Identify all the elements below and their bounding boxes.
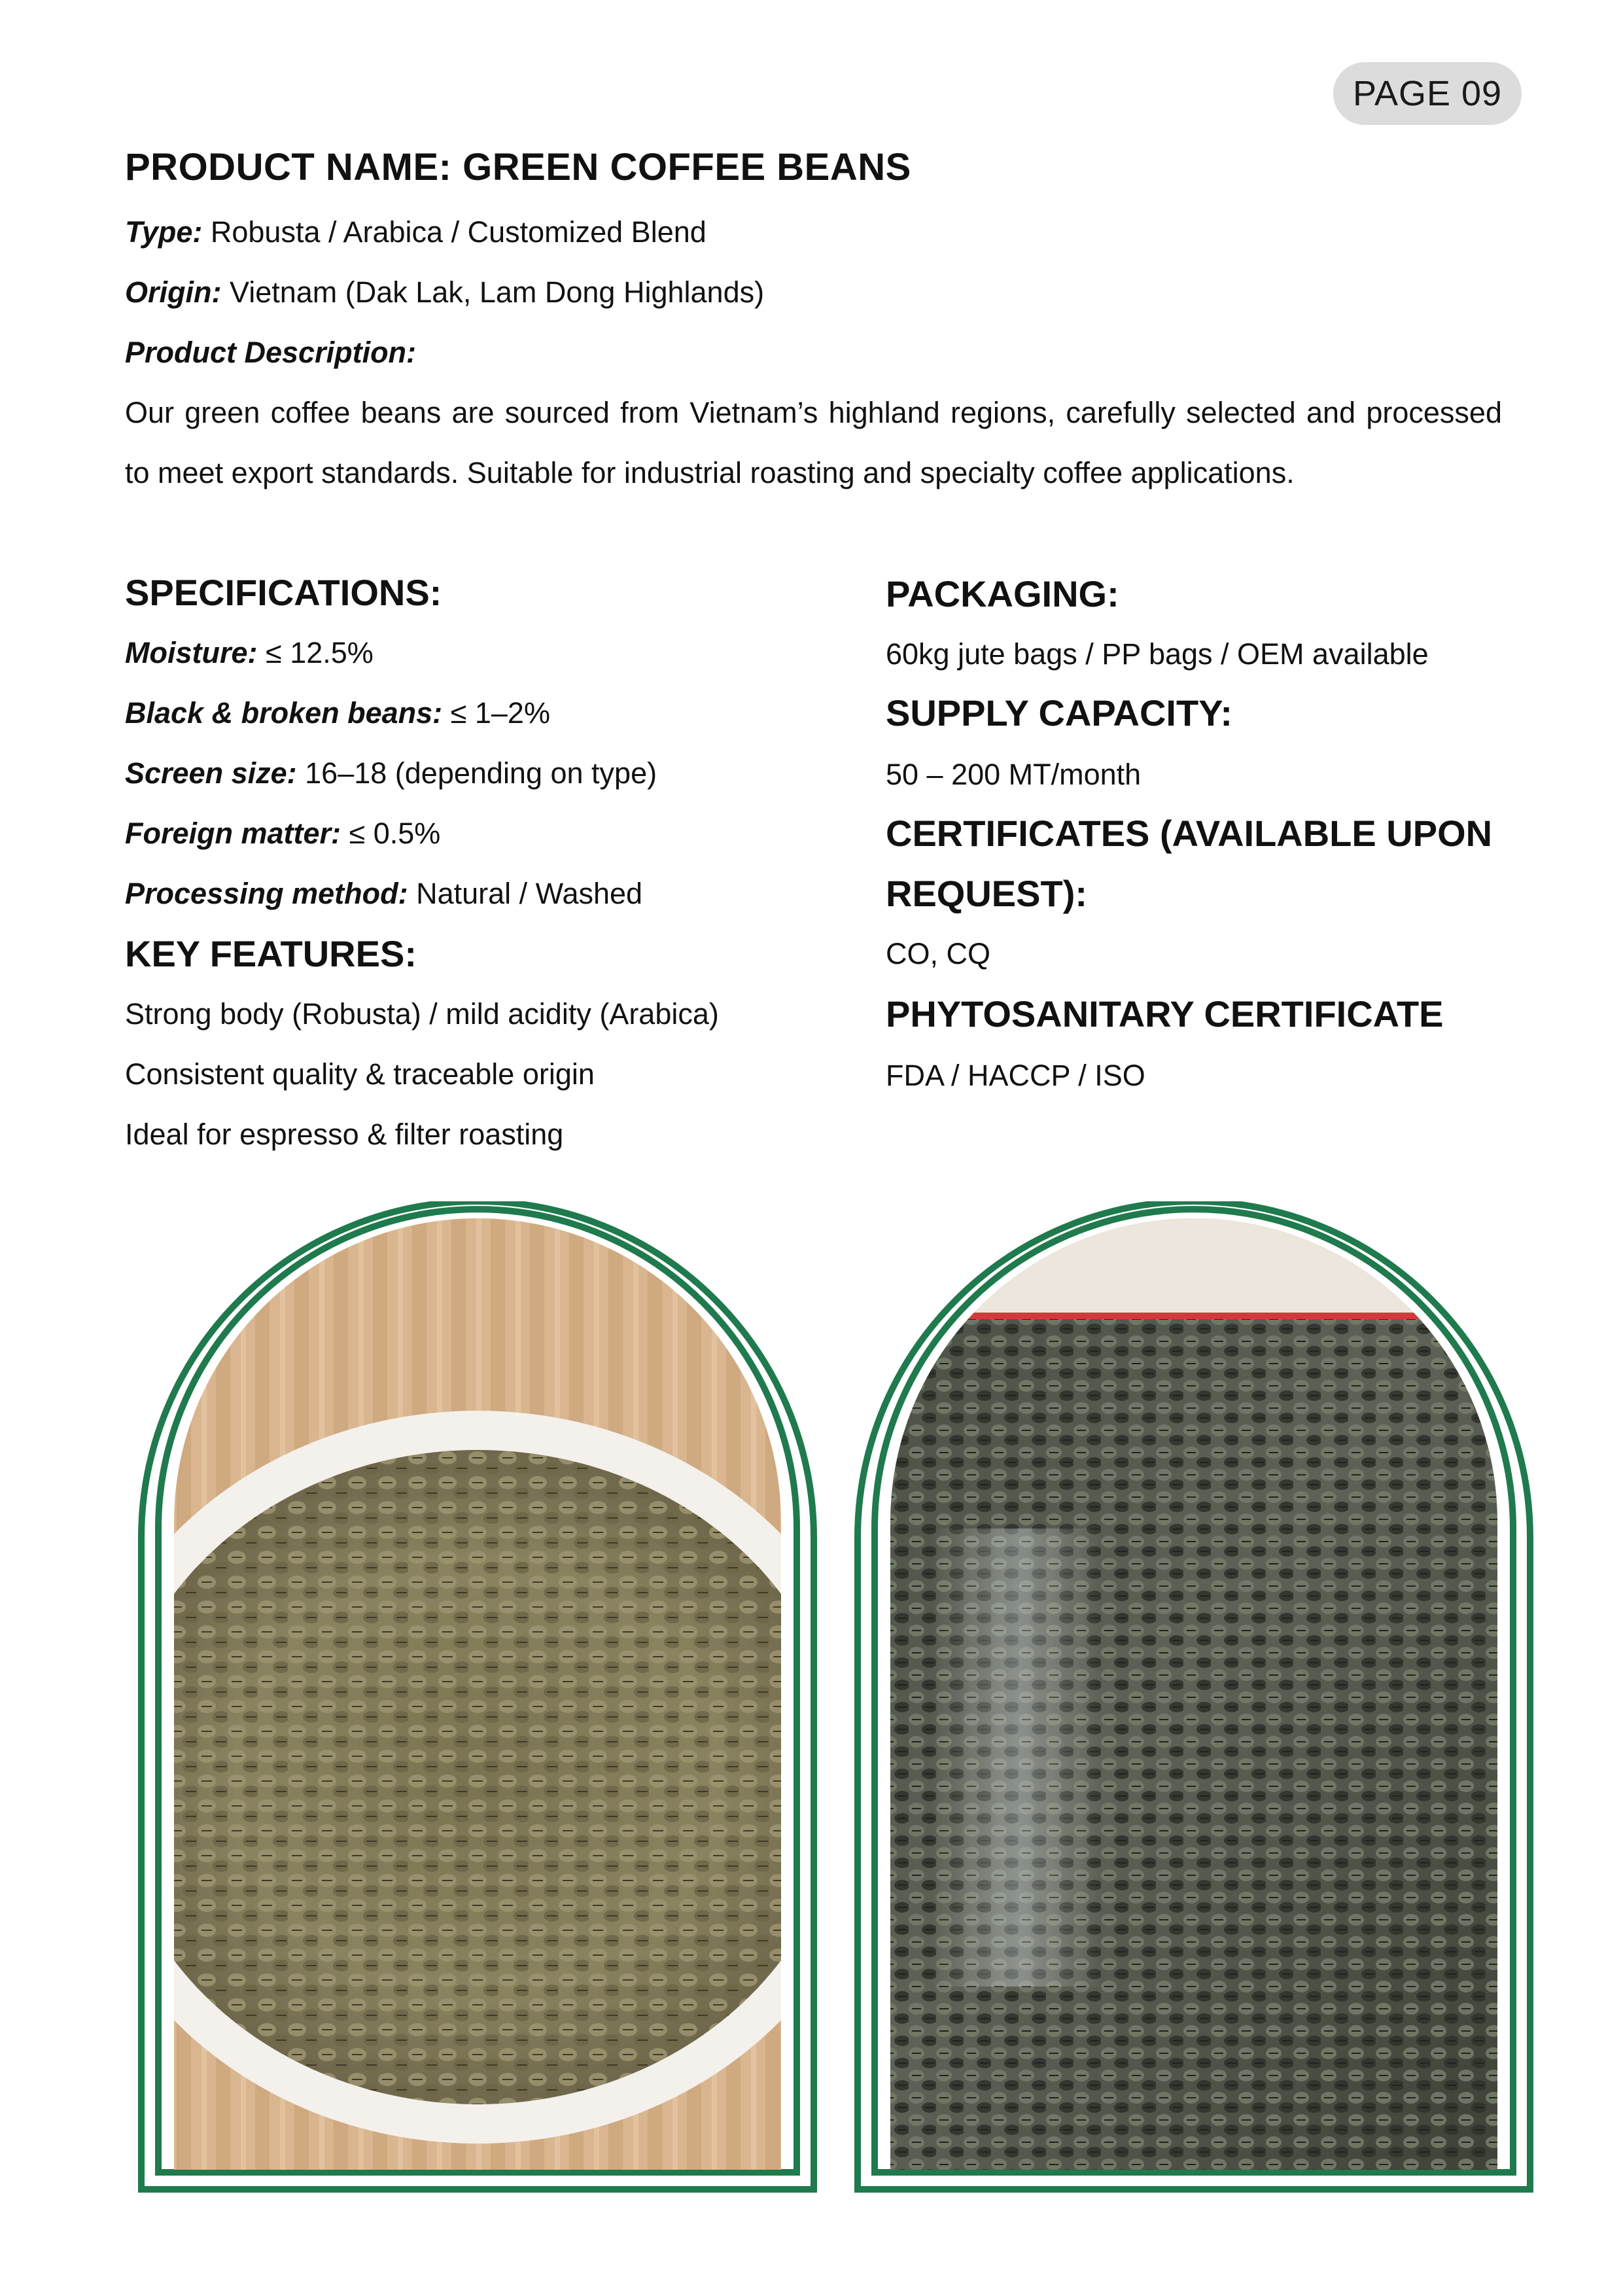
type-value: Robusta / Arabica / Customized Blend	[210, 215, 707, 249]
supply-capacity-heading: SUPPLY CAPACITY:	[886, 692, 1233, 733]
spec-value: Natural / Washed	[416, 877, 643, 910]
product-description: Our green coffee beans are sourced from Vietnam’s highland regions, carefully selected and processed to meet export standards. Suitable for industrial roasting and specialty coffee applications.	[125, 396, 1502, 489]
supply-capacity-value: 50 – 200 MT/month	[886, 758, 1142, 791]
spec-value: ≤ 0.5%	[349, 817, 441, 850]
arch-frame-right	[854, 1201, 1534, 2196]
spec-label: Processing method:	[125, 877, 408, 910]
arch-frame-left	[137, 1201, 818, 2196]
certificates-heading: CERTIFICATES (AVAILABLE UPON	[886, 813, 1493, 854]
spec-label: Screen size:	[125, 756, 297, 790]
spec-value: 16–18 (depending on type)	[305, 756, 657, 790]
green-beans-bag-photo	[854, 1201, 1534, 2196]
spec-item	[125, 864, 642, 924]
spec-item	[125, 743, 657, 804]
feature-item: Consistent quality & traceable origin	[125, 1057, 595, 1091]
phytosanitary-heading: PHYTOSANITARY CERTIFICATE	[886, 993, 1444, 1034]
packaging-value: 60kg jute bags / PP bags / OEM available	[886, 637, 1429, 671]
spec-label: Black & broken beans:	[125, 696, 443, 730]
product-title: PRODUCT NAME: GREEN COFFEE BEANS	[125, 146, 911, 188]
feature-item: Ideal for espresso & filter roasting	[125, 1118, 564, 1151]
green-beans-bowl-photo	[137, 1201, 818, 2196]
type-line	[125, 202, 707, 262]
specifications-heading: SPECIFICATIONS:	[125, 572, 442, 613]
feature-item: Strong body (Robusta) / mild acidity (Arabica)	[125, 997, 719, 1031]
origin-line	[125, 262, 764, 323]
type-label: Type:	[125, 215, 203, 249]
spec-value: ≤ 12.5%	[266, 636, 374, 669]
spec-value: ≤ 1–2%	[450, 696, 550, 730]
description-label: Product Description:	[125, 336, 417, 369]
spec-label: Foreign matter:	[125, 817, 341, 850]
origin-value: Vietnam (Dak Lak, Lam Dong Highlands)	[230, 275, 765, 309]
spec-item	[125, 804, 440, 864]
spec-item	[125, 623, 374, 683]
key-features-heading: KEY FEATURES:	[125, 933, 417, 974]
phytosanitary-value: FDA / HACCP / ISO	[886, 1059, 1145, 1092]
certificates-heading-cont: REQUEST):	[886, 873, 1087, 914]
certificates-value: CO, CQ	[886, 937, 991, 970]
packaging-heading: PACKAGING:	[886, 573, 1119, 614]
spec-label: Moisture:	[125, 636, 258, 669]
origin-label: Origin:	[125, 275, 222, 309]
spec-item	[125, 683, 550, 743]
page-number-badge: PAGE 09	[1333, 62, 1522, 125]
